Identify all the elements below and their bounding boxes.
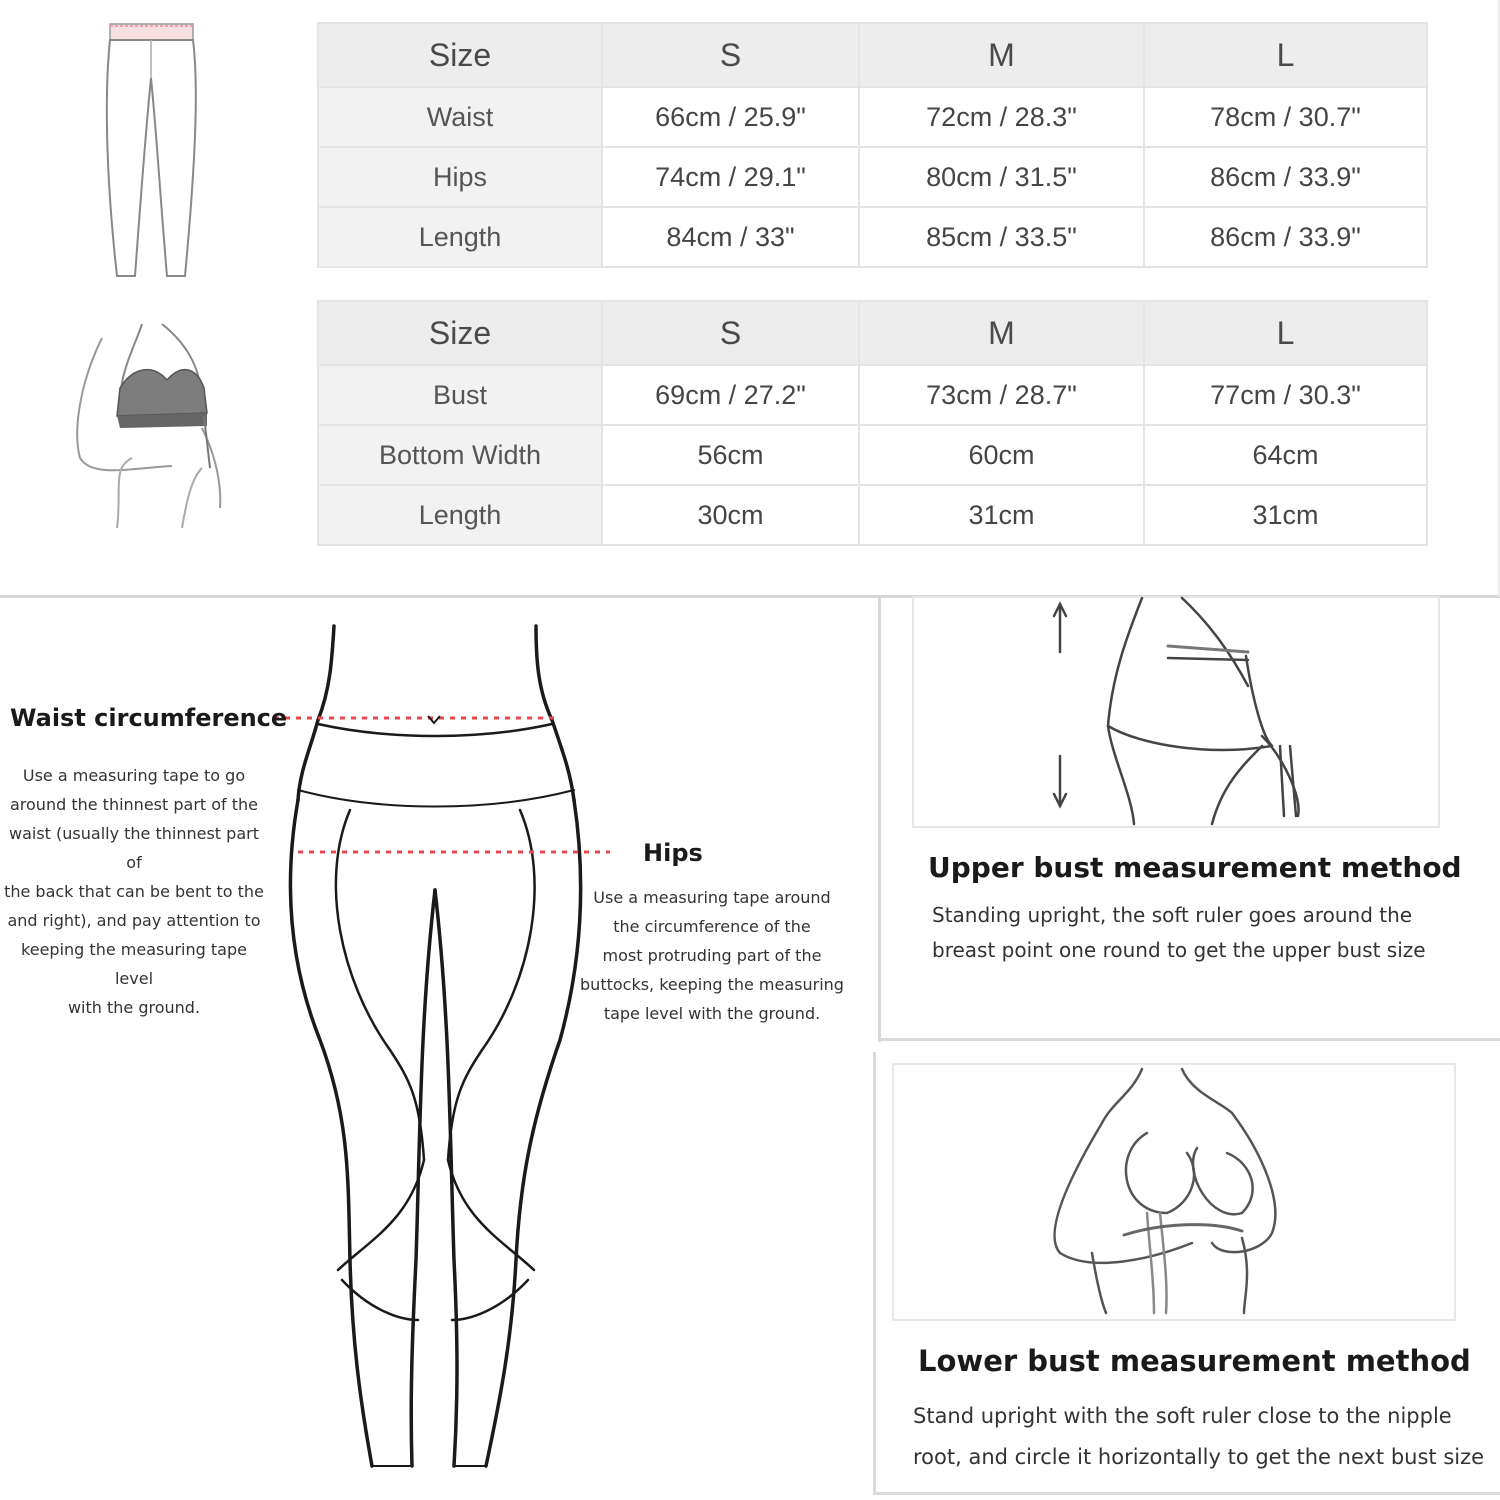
row-label-bottom-width: Bottom Width bbox=[318, 425, 602, 485]
hips-description bbox=[574, 883, 850, 1028]
lower-bust-title: Lower bust measurement method bbox=[918, 1344, 1471, 1378]
table-row bbox=[318, 425, 1427, 485]
sports-bra-thumbnail bbox=[72, 318, 232, 530]
hips-line: buttocks, keeping the measuring bbox=[580, 975, 844, 994]
waist-line: Use a measuring tape to go bbox=[22, 766, 246, 785]
upper-bust-illustration bbox=[912, 596, 1440, 828]
table-header-row bbox=[318, 301, 1427, 365]
table-row bbox=[318, 87, 1427, 147]
waist-line: the back that can be bent to the bbox=[4, 882, 264, 901]
table-cell: 73cm / 28.7" bbox=[859, 365, 1144, 425]
header-cell-l: L bbox=[1144, 301, 1427, 365]
row-label-waist: Waist bbox=[318, 87, 602, 147]
row-label-bust: Bust bbox=[318, 365, 602, 425]
table-cell: 78cm / 30.7" bbox=[1144, 87, 1427, 147]
lower-bust-line: Stand upright with the soft ruler close to the nipple bbox=[913, 1404, 1452, 1428]
table-header-row bbox=[318, 23, 1427, 87]
upper-bust-line: breast point one round to get the upper bust size bbox=[932, 938, 1426, 962]
table-row bbox=[318, 207, 1427, 267]
header-cell-m: M bbox=[859, 301, 1144, 365]
table-cell: 66cm / 25.9" bbox=[602, 87, 859, 147]
lower-bust-description bbox=[913, 1396, 1484, 1478]
header-cell-size: Size bbox=[318, 23, 602, 87]
waist-description bbox=[0, 761, 268, 1022]
upper-bust-panel-border bbox=[878, 598, 881, 1042]
header-cell-size: Size bbox=[318, 301, 602, 365]
hips-line: most protruding part of the bbox=[602, 946, 822, 965]
table-cell: 74cm / 29.1" bbox=[602, 147, 859, 207]
leggings-measurement-illustration bbox=[270, 620, 610, 1480]
waist-line: and right), and pay attention to bbox=[7, 911, 261, 930]
upper-bust-title: Upper bust measurement method bbox=[928, 851, 1462, 884]
header-cell-s: S bbox=[602, 23, 859, 87]
lower-bust-line: root, and circle it horizontally to get the next bust size bbox=[913, 1445, 1485, 1469]
leggings-thumbnail bbox=[95, 18, 210, 290]
table-cell: 80cm / 31.5" bbox=[859, 147, 1144, 207]
table-row bbox=[318, 147, 1427, 207]
row-label-length: Length bbox=[318, 485, 602, 545]
waist-line: waist (usually the thinnest part of bbox=[9, 824, 259, 872]
hips-line: tape level with the ground. bbox=[603, 1004, 821, 1023]
table-cell: 86cm / 33.9" bbox=[1144, 147, 1427, 207]
table-row bbox=[318, 485, 1427, 545]
lower-bust-illustration bbox=[892, 1063, 1456, 1321]
table-cell: 64cm bbox=[1144, 425, 1427, 485]
header-cell-m: M bbox=[859, 23, 1144, 87]
lower-bust-panel-border bbox=[873, 1052, 876, 1492]
leggings-size-table bbox=[317, 22, 1428, 268]
waist-line: keeping the measuring tape level bbox=[21, 940, 247, 988]
table-cell: 56cm bbox=[602, 425, 859, 485]
hips-line: the circumference of the bbox=[613, 917, 811, 936]
waist-title: Waist circumference bbox=[10, 704, 288, 732]
upper-bust-description bbox=[932, 898, 1426, 968]
lower-bust-panel-bottom bbox=[873, 1492, 1500, 1495]
row-label-length: Length bbox=[318, 207, 602, 267]
hips-title: Hips bbox=[643, 839, 703, 867]
table-cell: 72cm / 28.3" bbox=[859, 87, 1144, 147]
upper-bust-panel-bottom bbox=[878, 1038, 1500, 1041]
table-cell: 31cm bbox=[1144, 485, 1427, 545]
table-cell: 77cm / 30.3" bbox=[1144, 365, 1427, 425]
table-cell: 60cm bbox=[859, 425, 1144, 485]
header-cell-l: L bbox=[1144, 23, 1427, 87]
table-cell: 69cm / 27.2" bbox=[602, 365, 859, 425]
table-cell: 30cm bbox=[602, 485, 859, 545]
hips-line: Use a measuring tape around bbox=[593, 888, 831, 907]
header-cell-s: S bbox=[602, 301, 859, 365]
table-cell: 84cm / 33" bbox=[602, 207, 859, 267]
table-cell: 85cm / 33.5" bbox=[859, 207, 1144, 267]
waist-line: around the thinnest part of the bbox=[9, 795, 259, 814]
top-size-table bbox=[317, 300, 1428, 546]
upper-bust-line: Standing upright, the soft ruler goes around the bbox=[932, 903, 1413, 927]
row-label-hips: Hips bbox=[318, 147, 602, 207]
waist-line: with the ground. bbox=[67, 998, 201, 1017]
table-row bbox=[318, 365, 1427, 425]
table-cell: 31cm bbox=[859, 485, 1144, 545]
table-cell: 86cm / 33.9" bbox=[1144, 207, 1427, 267]
